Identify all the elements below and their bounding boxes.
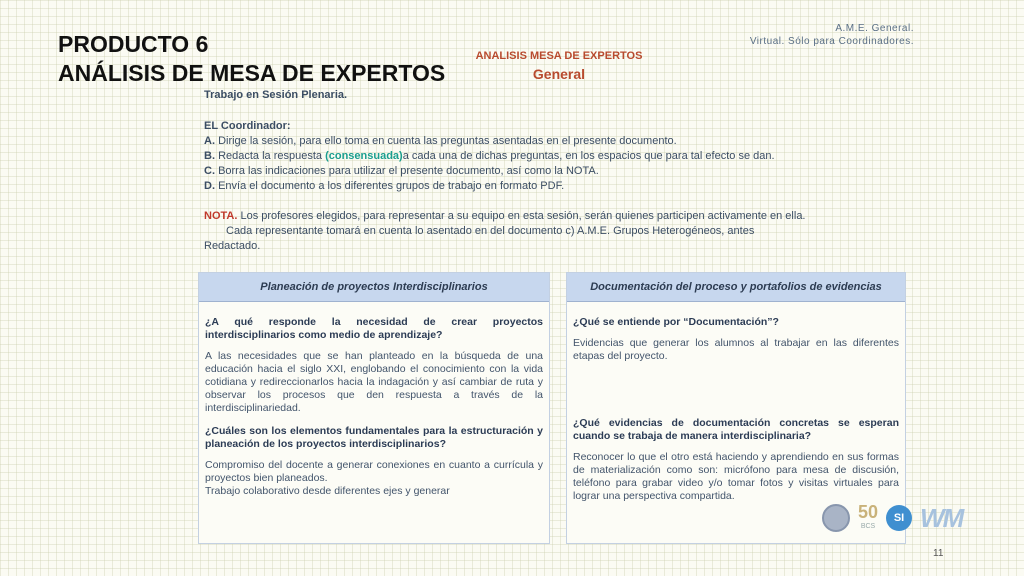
step-d — [204, 179, 884, 194]
document-header-title: ANALISIS MESA DE EXPERTOS — [475, 50, 643, 62]
session-label: Trabajo en Sesión Plenaria. — [204, 89, 348, 101]
step-text: Envía el documento a los diferentes grupos de trabajo en formato PDF. — [218, 180, 565, 192]
slide-title — [58, 30, 445, 88]
question-2: ¿Cuáles son los elementos fundamentales para la estructuración y planeación de los proyectos interdisciplinarios? — [205, 425, 543, 450]
nota-line-1 — [204, 209, 884, 224]
step-keyword: (consensuada) — [325, 150, 403, 162]
planning-panel-body — [199, 302, 549, 498]
wm-logo: WM — [920, 502, 963, 533]
anniversary-sub: BCS — [860, 523, 876, 530]
instructions-block — [204, 88, 884, 254]
corner-line-2: Virtual. Sólo para Coordinadores. — [749, 36, 914, 47]
si-logo-text: SI — [893, 512, 905, 524]
title-line-1: PRODUCTO 6 — [58, 31, 209, 57]
si-logo — [886, 505, 912, 531]
anniversary-number: 50 — [858, 502, 879, 522]
step-letter: B. — [204, 150, 215, 162]
planning-panel-heading: Planeación de proyectos Interdisciplinarios — [199, 273, 549, 302]
answer-1: A las necesidades que se han planteado en la búsqueda de una educación hacia el siglo XXI, englobando el conocimiento con la vida cotidiana y redireccionarlos hacia la indagación y así cambiar de ruta y observar los procesos que den respuesta a través de la interdisciplinariedad. — [205, 350, 543, 414]
document-header-subtitle: General — [532, 66, 586, 82]
nota-line-3: Redactado. — [204, 240, 261, 252]
answer-2: Compromiso del docente a generar conexiones en cuanto a currícula y proyectos bien planeados. — [205, 459, 543, 484]
step-c — [204, 164, 884, 179]
title-line-2: ANÁLISIS DE MESA DE EXPERTOS — [58, 60, 446, 86]
coordinator-label: EL Coordinador: — [204, 120, 291, 132]
planning-panel — [198, 272, 550, 544]
step-a — [204, 134, 884, 149]
corner-line-1: A.M.E. General. — [835, 23, 914, 34]
document-header — [474, 50, 644, 82]
answer-2-continued: Trabajo colaborativo desde diferentes ejes y generar — [205, 485, 450, 497]
nota-line-2: Cada representante tomará en cuenta lo asentado en del documento c) A.M.E. Grupos Heterogéneos, antes — [226, 225, 755, 237]
question-1: ¿Qué se entiende por “Documentación”? — [573, 316, 779, 328]
answer-2: Reconocer lo que el otro está haciendo y aprendiendo en sus formas de materialización como son: micrófono para mesa de discusión, teléfono para grabar video y/o tomar fotos y visitas virtuales para lograr una perspectiva compartida. — [573, 451, 899, 502]
nota-label: NOTA. — [204, 210, 238, 222]
step-letter: D. — [204, 180, 215, 192]
documentation-panel-heading: Documentación del proceso y portafolios de evidencias — [567, 273, 905, 302]
step-letter: C. — [204, 165, 215, 177]
corner-note — [750, 22, 914, 48]
page-number: 11 — [933, 548, 944, 559]
nota-text: Los profesores elegidos, para representar a su equipo en esta sesión, serán quienes participen activamente en ella. — [240, 210, 806, 222]
question-2: ¿Qué evidencias de documentación concretas se esperan cuando se trabaja de manera interdisciplinaria? — [573, 417, 899, 442]
anniversary-logo — [858, 503, 878, 533]
logos-strip — [822, 494, 1000, 542]
documentation-panel-body — [567, 302, 905, 503]
step-b — [204, 149, 884, 164]
question-1: ¿A qué responde la necesidad de crear proyectos interdisciplinarios como medio de aprendizaje? — [205, 316, 543, 341]
step-text-tail: a cada una de dichas preguntas, en los espacios que para tal efecto se dan. — [402, 150, 775, 162]
answer-1: Evidencias que generar los alumnos al trabajar en las diferentes etapas del proyecto. — [573, 337, 899, 362]
step-letter: A. — [204, 135, 215, 147]
step-text: Redacta la respuesta — [218, 150, 326, 162]
step-text: Dirige la sesión, para ello toma en cuenta las preguntas asentadas en el presente documento. — [218, 135, 677, 147]
step-text: Borra las indicaciones para utilizar el presente documento, así como la NOTA. — [218, 165, 599, 177]
seal-logo-icon — [822, 504, 850, 532]
